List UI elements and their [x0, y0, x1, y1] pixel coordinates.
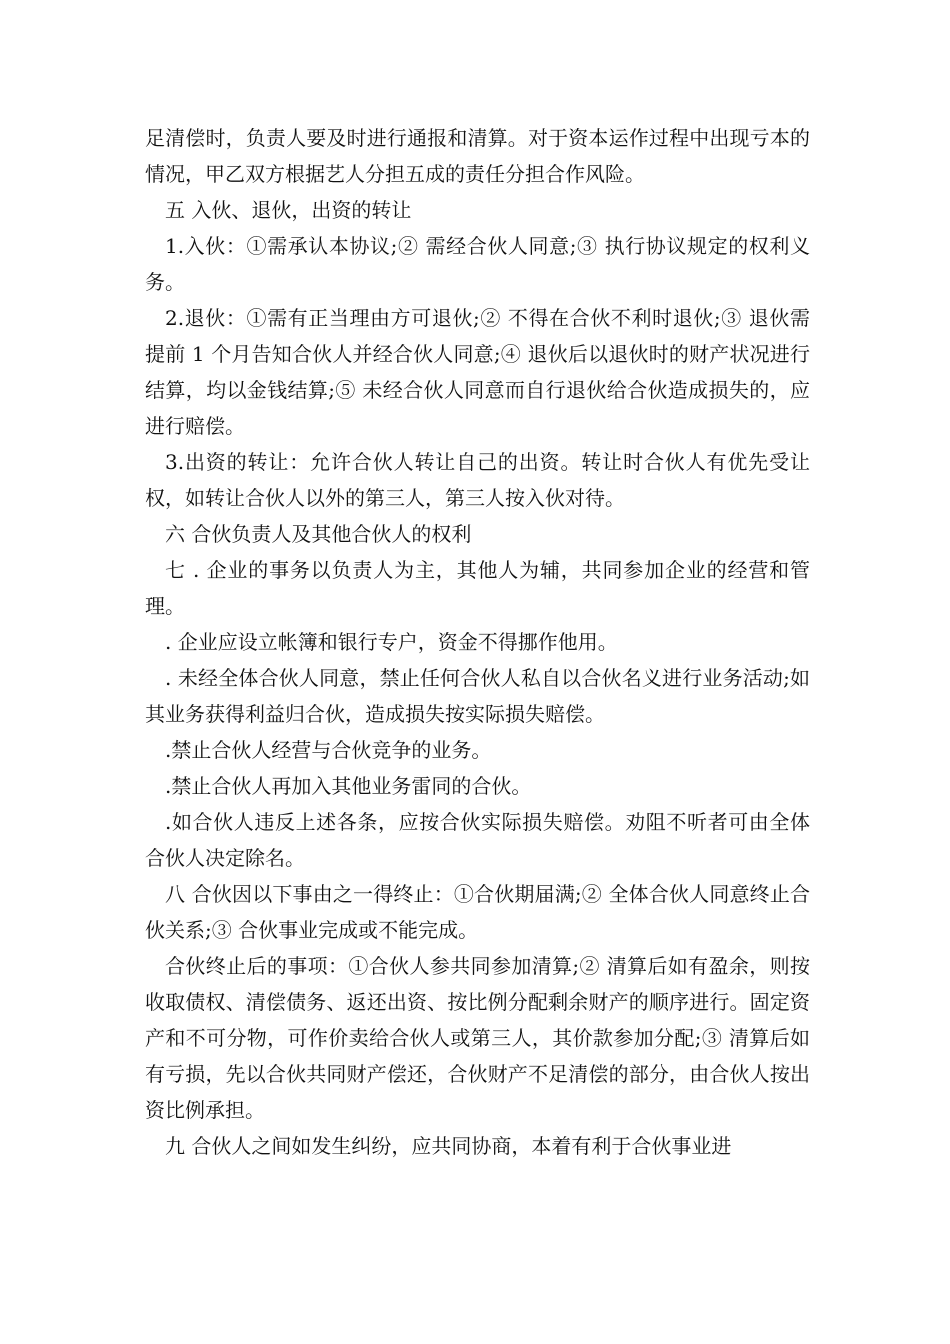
section-heading-9: 九 合伙人之间如发生纠纷，应共同协商，本着有利于合伙事业进	[165, 1134, 732, 1158]
paragraph-private-business: . 未经全体合伙人同意，禁止任何合伙人私自以合伙名义进行业务活动;如其业务获得利益归合伙，造成损失按实际损失赔偿。	[145, 666, 810, 726]
paragraph-accounts: . 企业应设立帐簿和银行专户，资金不得挪作他用。	[165, 630, 618, 654]
paragraph-violation: .如合伙人违反上述各条，应按合伙实际损失赔偿。劝阻不听者可由全体合伙人决定除名。	[145, 810, 810, 870]
paragraph-joining: 1.入伙：①需承认本协议;② 需经合伙人同意;③ 执行协议规定的权利义务。	[145, 234, 810, 294]
section-heading-5: 五 入伙、退伙，出资的转让	[165, 198, 412, 222]
paragraph-withdrawal: 2.退伙：①需有正当理由方可退伙;② 不得在合伙不利时退伙;③ 退伙需提前 1 个月告知合伙人并经合伙人同意;④ 退伙后以退伙时的财产状况进行结算，均以金钱结算;⑤ 未经合伙人同意而自行退伙给合伙造成损失的，应进行赔偿。	[145, 306, 810, 438]
paragraph-continuation: 足清偿时，负责人要及时进行通报和清算。对于资本运作过程中出现亏本的情况，甲乙双方根据艺人分担五成的责任分担合作风险。	[145, 126, 810, 186]
paragraph-capital-transfer: 3.出资的转让：允许合伙人转让自己的出资。转让时合伙人有优先受让权，如转让合伙人以外的第三人，第三人按入伙对待。	[145, 450, 810, 510]
section-heading-6: 六 合伙负责人及其他合伙人的权利	[165, 522, 472, 546]
document-body	[145, 120, 810, 1164]
section-heading-8: 八 合伙因以下事由之一得终止：①合伙期届满;② 全体合伙人同意终止合伙关系;③ 合伙事业完成或不能完成。	[145, 882, 810, 942]
paragraph-termination-matters: 合伙终止后的事项：①合伙人参共同参加清算;② 清算后如有盈余，则按收取债权、清偿债务、返还出资、按比例分配剩余财产的顺序进行。固定资产和不可分物，可作价卖给合伙人或第三人，其价款参加分配;③ 清算后如有亏损，先以合伙共同财产偿还，合伙财产不足清偿的部分，由合伙人按出资比例承担。	[145, 954, 810, 1122]
paragraph-no-competition: .禁止合伙人经营与合伙竞争的业务。	[165, 738, 492, 762]
paragraph-management: 七 . 企业的事务以负责人为主，其他人为辅，共同参加企业的经营和管理。	[145, 558, 810, 618]
paragraph-no-similar-partnership: .禁止合伙人再加入其他业务雷同的合伙。	[165, 774, 532, 798]
